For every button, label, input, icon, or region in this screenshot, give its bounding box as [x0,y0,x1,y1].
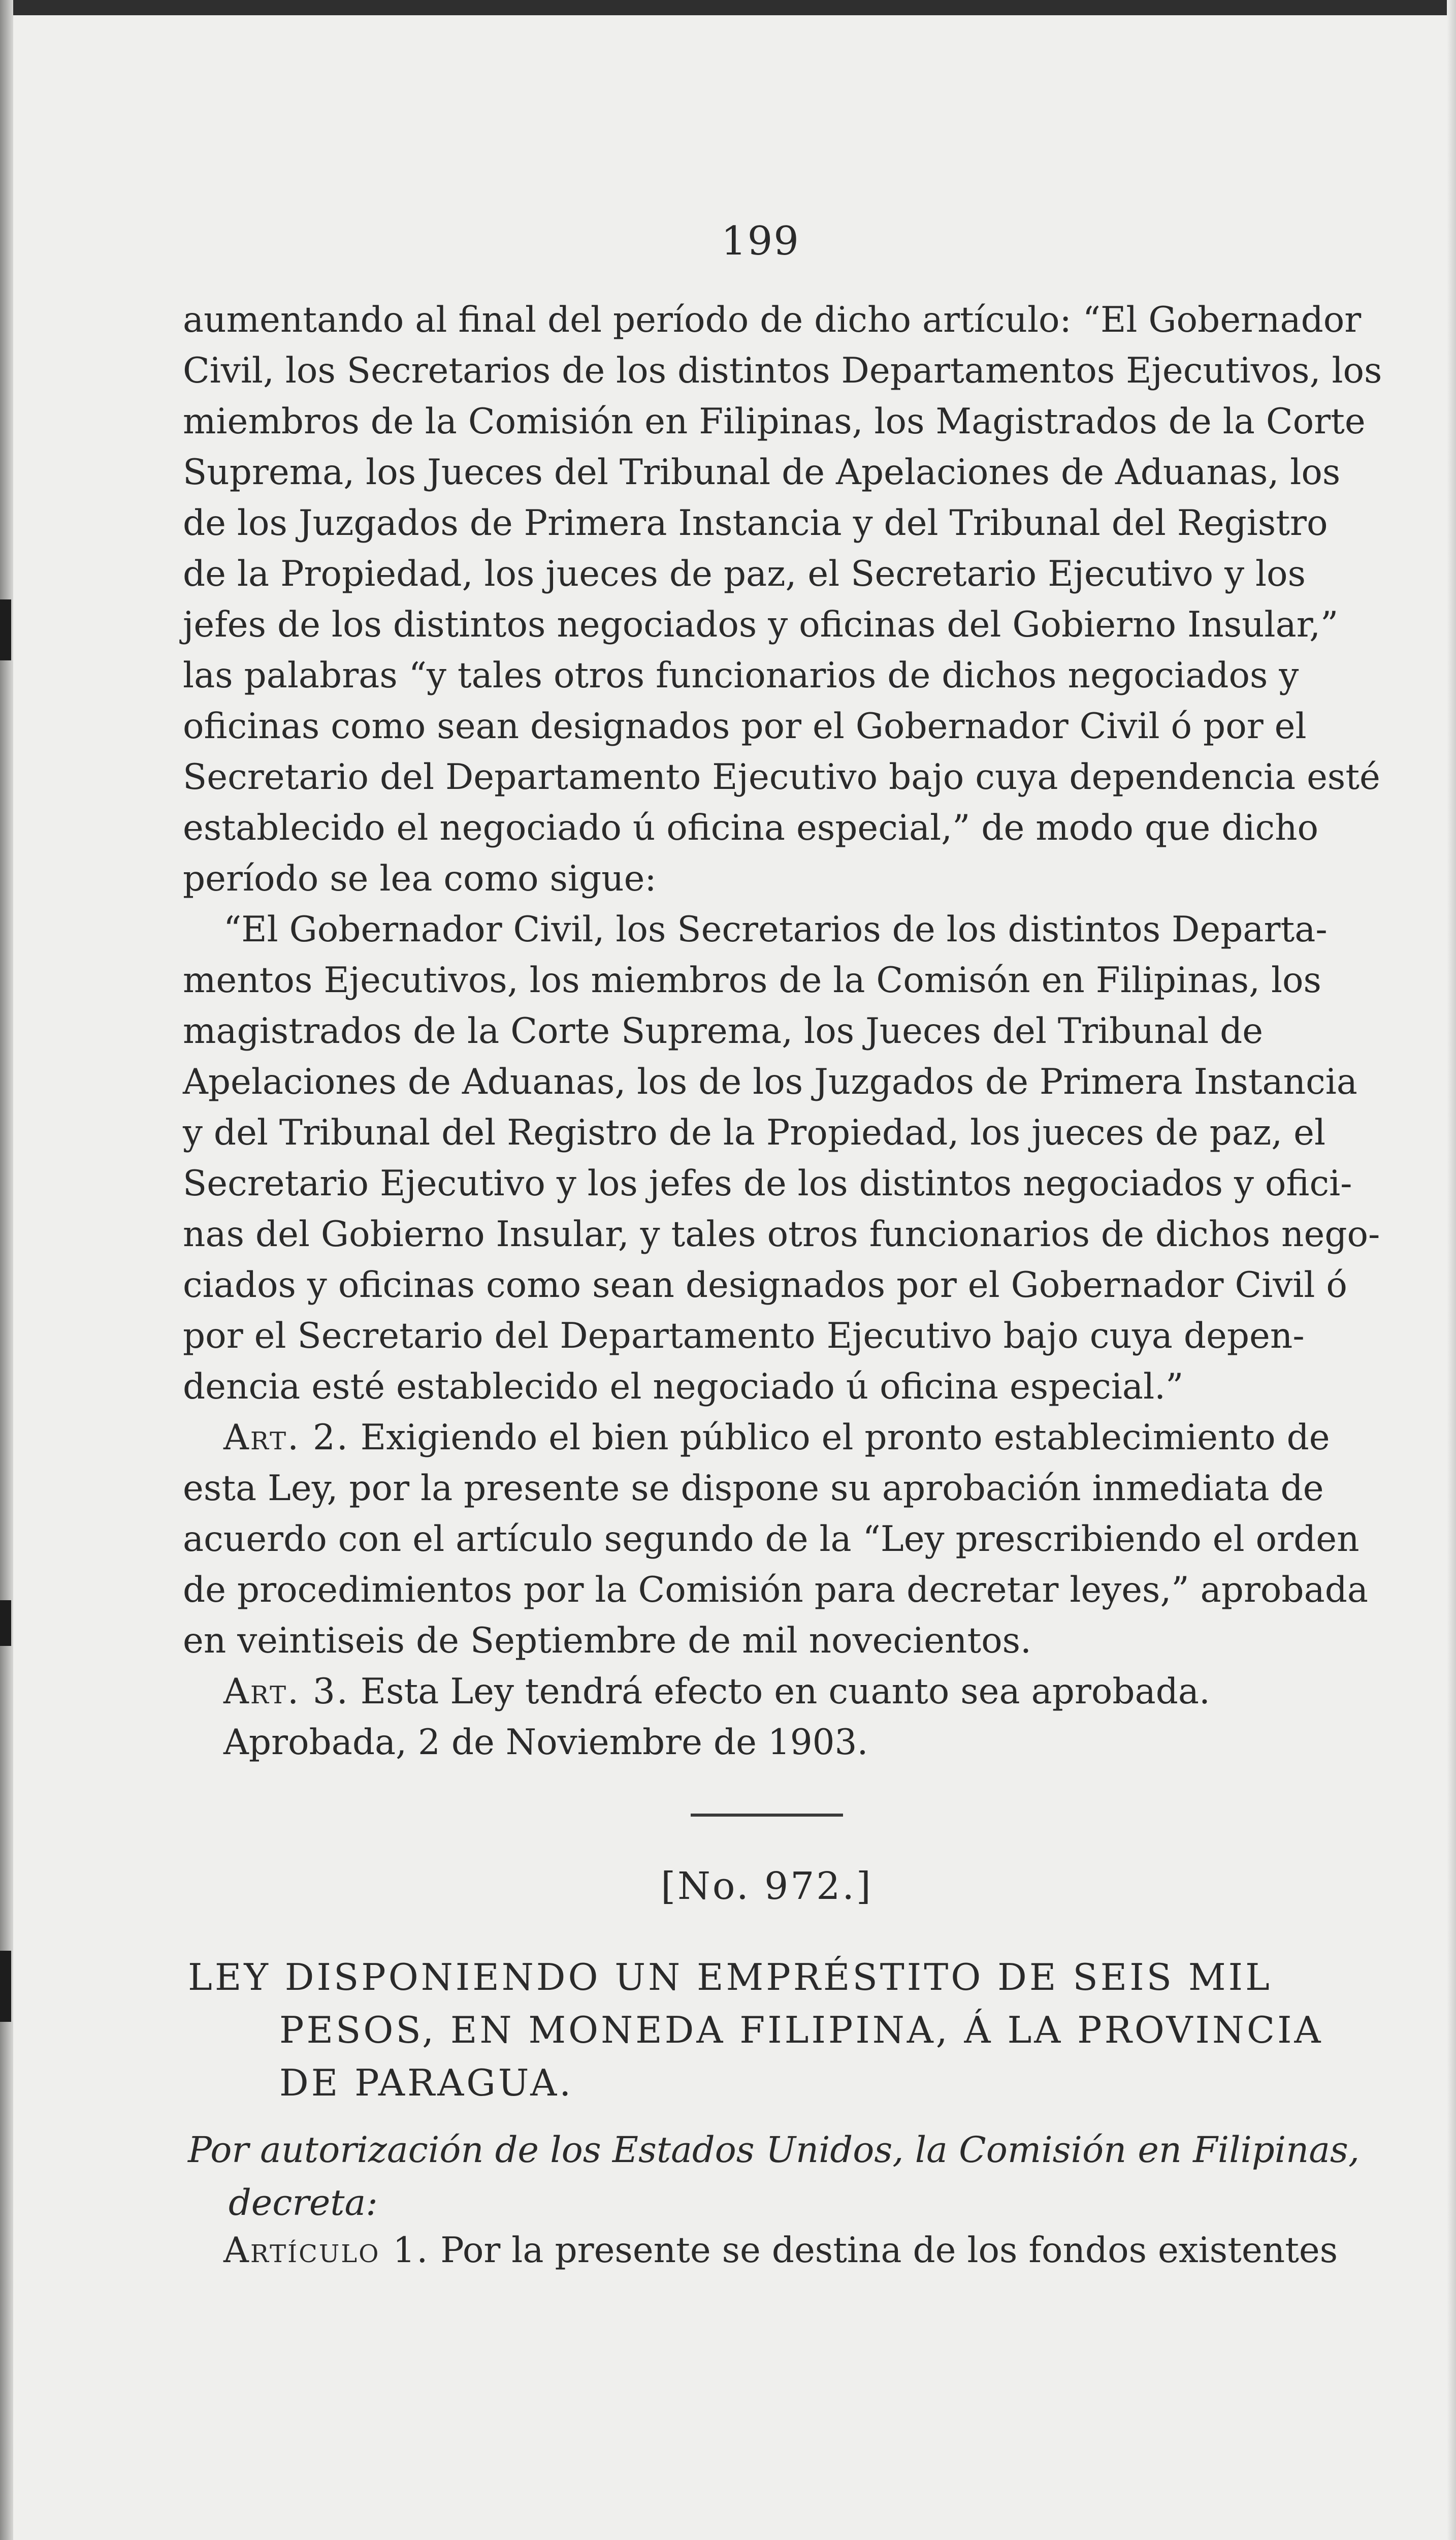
text-line: las palabras “y tales otros funcionarios de dichos negociados y [183,655,1299,696]
title-line: PESOS, EN MONEDA FILIPINA, Á LA PROVINCIA [279,2009,1323,2051]
article-3-line [183,1666,1341,1717]
spine-mark [0,599,11,660]
text-line: miembros de la Comisión en Filipinas, los Magistrados de la Corte [183,401,1366,442]
text-line: dencia esté establecido el negociado ú oficina especial.” [183,1367,1184,1407]
paragraph-amendment [183,295,1382,904]
spine-mark [0,1600,11,1646]
law-number: [No. 972.] [661,1864,873,1908]
scan-right-shadow [1447,0,1456,2540]
text-line: Apelaciones de Aduanas, los de los Juzgados de Primera Instancia [183,1062,1357,1102]
article-label: Art. 2. [223,1417,349,1458]
text-line: período se lea como sigue: [183,859,657,899]
text-line: en veintiseis de Septiembre de mil novecientos. [183,1621,1031,1661]
text-line: Secretario del Departamento Ejecutivo bajo cuya dependencia esté [183,757,1380,798]
text-line: y del Tribunal del Registro de la Propiedad, los jueces de paz, el [183,1113,1326,1153]
title-line: LEY DISPONIENDO UN EMPRÉSTITO DE SEIS MIL [188,1956,1272,1998]
article-label: Art. 3. [223,1671,349,1712]
text-line: oficinas como sean designados por el Gobernador Civil ó por el [183,706,1307,747]
title-line: DE PARAGUA. [279,2061,574,2104]
text-line: Esta Ley tendrá efecto en cuanto sea aprobada. [360,1671,1210,1712]
text-line: “El Gobernador Civil, los Secretarios de los distintos Departa- [223,909,1328,950]
text-line: por el Secretario del Departamento Ejecutivo bajo cuya depen- [183,1316,1305,1356]
article-2-first-line [183,1412,1341,1463]
text-line: esta Ley, por la presente se dispone su aprobación inmediata de [183,1468,1324,1509]
approval-date: Aprobada, 2 de Noviembre de 1903. [223,1722,868,1763]
text-line: de la Propiedad, los jueces de paz, el Secretario Ejecutivo y los [183,554,1306,594]
text-line: Exigiendo el bien público el pronto establecimiento de [360,1417,1330,1458]
text-line: ciados y oficinas como sean designados por el Gobernador Civil ó [183,1265,1347,1306]
article-label: Artículo 1. [223,2230,430,2271]
page-number: 199 [721,218,800,264]
text-line: de los Juzgados de Primera Instancia y del Tribunal del Registro [183,503,1328,544]
section-divider [691,1814,843,1817]
text-line: de procedimientos por la Comisión para decretar leyes,” aprobada [183,1570,1369,1610]
text-line: magistrados de la Corte Suprema, los Jueces del Tribunal de [183,1011,1264,1052]
text-line: mentos Ejecutivos, los miembros de la Comisón en Filipinas, los [183,960,1321,1001]
law-title [188,1951,1356,2109]
text-line: acuerdo con el artículo segundo de la “Ley prescribiendo el orden [183,1519,1360,1560]
article-1 [223,2225,1366,2276]
text-line: Secretario Ejecutivo y los jefes de los distintos negociados y ofici- [183,1163,1352,1204]
decree-line: decreta: [229,2182,378,2224]
decree-line: Por autorización de los Estados Unidos, la Comisión en Filipinas, [188,2129,1360,2171]
scan-left-edge [0,0,13,2540]
text-line: Por la presente se destina de los fondos existentes [440,2230,1338,2271]
text-line: aumentando al final del período de dicho artículo: “El Gobernador [183,300,1362,340]
articles-2-3 [183,1412,1369,1768]
text-line: nas del Gobierno Insular, y tales otros funcionarios de dichos nego- [183,1214,1380,1255]
text-line: establecido el negociado ú oficina especial,” de modo que dicho [183,808,1319,848]
text-line: Civil, los Secretarios de los distintos Departamentos Ejecutivos, los [183,351,1382,391]
text-line: Suprema, los Jueces del Tribunal de Apelaciones de Aduanas, los [183,452,1341,493]
decree-formula [188,2123,1360,2229]
scan-top-edge [0,0,1456,15]
spine-mark [0,1951,11,2022]
paragraph-quoted-text [183,904,1380,1412]
text-line: jefes de los distintos negociados y oficinas del Gobierno Insular,” [183,605,1339,645]
